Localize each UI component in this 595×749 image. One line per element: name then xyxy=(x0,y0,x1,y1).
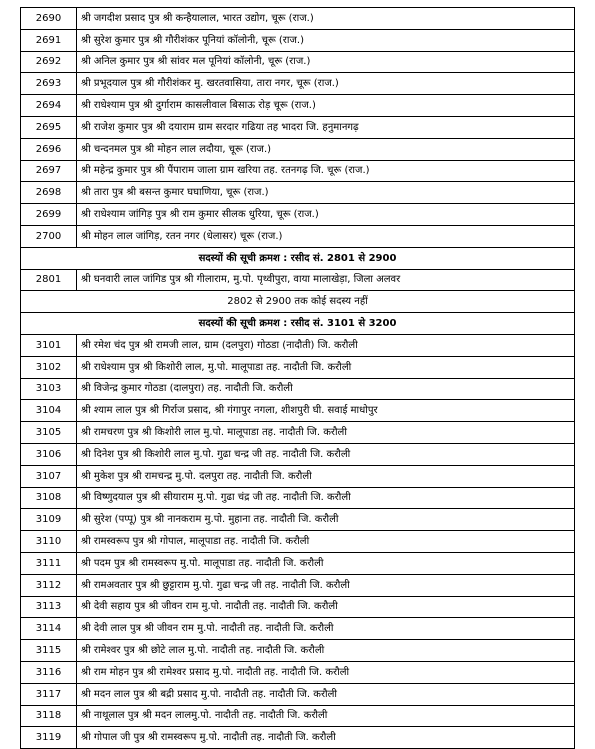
receipt-number: 3111 xyxy=(21,552,77,574)
receipt-number: 2801 xyxy=(21,269,77,291)
table-row xyxy=(21,465,575,487)
receipt-number: 3115 xyxy=(21,640,77,662)
receipt-number: 3109 xyxy=(21,509,77,531)
member-details: श्री रामअवतार पुत्र श्री छुट्टाराम मु.पो. गुढा चन्द्र जी तह. नादौती जि. करौली xyxy=(77,574,575,596)
receipt-number: 3117 xyxy=(21,683,77,705)
note-block xyxy=(21,291,575,313)
receipt-number: 3110 xyxy=(21,531,77,553)
member-details: श्री मदन लाल पुत्र श्री बद्री प्रसाद मु.पो. नादौती तह. नादौती जि. करौली xyxy=(77,683,575,705)
table-row xyxy=(21,531,575,553)
table-row xyxy=(21,640,575,662)
receipt-number: 3101 xyxy=(21,334,77,356)
receipt-number: 2695 xyxy=(21,116,77,138)
receipt-number: 2696 xyxy=(21,138,77,160)
table-row xyxy=(21,73,575,95)
member-details: श्री रमेश चंद पुत्र श्री रामजी लाल, ग्राम (दलपुरा) गोठडा (नादौती) जि. करौली xyxy=(77,334,575,356)
member-list-sheet xyxy=(20,7,575,749)
receipt-number: 3105 xyxy=(21,422,77,444)
note-row xyxy=(21,291,575,313)
table-row xyxy=(21,618,575,640)
section-heading-row xyxy=(21,313,575,335)
receipt-number: 3104 xyxy=(21,400,77,422)
receipt-number: 3102 xyxy=(21,356,77,378)
member-details: श्री तारा पुत्र श्री बसन्त कुमार घघाणिया, चूरू (राज.) xyxy=(77,182,575,204)
receipt-number: 2690 xyxy=(21,8,77,30)
table-row xyxy=(21,552,575,574)
table-row xyxy=(21,596,575,618)
table-row xyxy=(21,509,575,531)
receipt-number: 3114 xyxy=(21,618,77,640)
member-details: श्री महेन्द्र कुमार पुत्र श्री पैंपाराम जाला ग्राम खरिया तह. रतनगढ़ जि. चूरू (राज.) xyxy=(77,160,575,182)
table-row xyxy=(21,378,575,400)
table-row xyxy=(21,705,575,727)
member-details: श्री मोहन लाल जांगिड़, रतन नगर (धेलासर) चूरू (राज.) xyxy=(77,225,575,247)
section-heading-3101-3200: सदस्यों की सूची क्रमश : रसीद सं. 3101 से 3200 xyxy=(21,313,575,335)
table-row xyxy=(21,182,575,204)
receipt-number: 2697 xyxy=(21,160,77,182)
member-details: श्री राम मोहन पुत्र श्री रामेश्वर प्रसाद मु.पो. नादौती तह. नादौती जि. करौली xyxy=(77,661,575,683)
table-row xyxy=(21,51,575,73)
heading-block-2 xyxy=(21,313,575,335)
member-details: श्री रामस्वरूप पुत्र श्री गोपाल, मालूपाडा तह. नादौती जि. करौली xyxy=(77,531,575,553)
receipt-number: 3108 xyxy=(21,487,77,509)
table-row xyxy=(21,400,575,422)
table-row xyxy=(21,574,575,596)
table-row xyxy=(21,225,575,247)
receipt-number: 2692 xyxy=(21,51,77,73)
receipt-number: 2699 xyxy=(21,204,77,226)
receipt-number: 3119 xyxy=(21,727,77,749)
member-details: श्री पदम पुत्र श्री रामस्वरूप मु.पो. मालूपाडा तह. नादौती जि. करौली xyxy=(77,552,575,574)
table-row xyxy=(21,95,575,117)
receipt-number: 2693 xyxy=(21,73,77,95)
member-rows-2690-2700 xyxy=(21,8,575,248)
section-heading-2801-2900: सदस्यों की सूची क्रमश : रसीद सं. 2801 से 2900 xyxy=(21,247,575,269)
table-row xyxy=(21,160,575,182)
table-row xyxy=(21,683,575,705)
member-details: श्री मुकेश पुत्र श्री रामचन्द्र मु.पो. दलपुरा तह. नादौती जि. करौली xyxy=(77,465,575,487)
table-row xyxy=(21,727,575,749)
receipt-number: 2700 xyxy=(21,225,77,247)
table-row xyxy=(21,29,575,51)
table-row xyxy=(21,661,575,683)
member-details: श्री राधेश्याम जांगिड़ पुत्र श्री राम कुमार सीलक धुरिया, चूरू (राज.) xyxy=(77,204,575,226)
section-heading-row xyxy=(21,247,575,269)
member-table xyxy=(20,7,575,749)
member-details: श्री घनवारी लाल जांगिड पुत्र श्री गीलाराम, मु.पो. पृथ्वीपुरा, वाया मालाखेड़ा, जिला अलवर xyxy=(77,269,575,291)
receipt-number: 2694 xyxy=(21,95,77,117)
receipt-number: 3113 xyxy=(21,596,77,618)
member-details: श्री रामचरण पुत्र श्री किशोरी लाल मु.पो. मालूपाडा तह. नादौती जि. करौली xyxy=(77,422,575,444)
receipt-number: 3103 xyxy=(21,378,77,400)
member-details: श्री देवी सहाय पुत्र श्री जीवन राम मु.पो. नादौती तह. नादौती जि. करौली xyxy=(77,596,575,618)
table-row xyxy=(21,8,575,30)
member-details: श्री दिनेश पुत्र श्री किशोरी लाल मु.पो. गुढा चन्द्र जी तह. नादौती जि. करौली xyxy=(77,443,575,465)
member-details: श्री चन्दनमल पुत्र श्री मोहन लाल लदौया, चूरू (राज.) xyxy=(77,138,575,160)
member-details: श्री विजेन्द्र कुमार गोठडा (दालपुरा) तह. नादौती जि. करौली xyxy=(77,378,575,400)
member-details: श्री रामेश्वर पुत्र श्री छोटे लाल मु.पो. नादौती तह. नादौती जि. करौली xyxy=(77,640,575,662)
table-row xyxy=(21,138,575,160)
table-row xyxy=(21,116,575,138)
table-row xyxy=(21,356,575,378)
member-rows-3101-3119 xyxy=(21,334,575,748)
receipt-number: 3116 xyxy=(21,661,77,683)
heading-block-1 xyxy=(21,247,575,269)
table-row xyxy=(21,487,575,509)
member-details: श्री अनिल कुमार पुत्र श्री सांवर मल पूनियां कॉलोनी, चूरू (राज.) xyxy=(77,51,575,73)
member-details: श्री राधेश्याम पुत्र श्री किशोरी लाल, मु.पो. मालूपाडा तह. नादौती जि. करौली xyxy=(77,356,575,378)
member-rows-2801 xyxy=(21,269,575,291)
table-row xyxy=(21,443,575,465)
member-details: श्री राजेश कुमार पुत्र श्री दयाराम ग्राम सरदार गढिया तह भादरा जि. हनुमानगढ़ xyxy=(77,116,575,138)
receipt-number: 2698 xyxy=(21,182,77,204)
table-row xyxy=(21,422,575,444)
receipt-number: 3118 xyxy=(21,705,77,727)
member-details: श्री सुरेश कुमार पुत्र श्री गौरीशंकर पूनियां कॉलोनी, चूरू (राज.) xyxy=(77,29,575,51)
table-row xyxy=(21,269,575,291)
member-details: श्री विष्णुदयाल पुत्र श्री सीयाराम मु.पो. गुढा चंद्र जी तह. नादौती जि. करौली xyxy=(77,487,575,509)
receipt-number: 3112 xyxy=(21,574,77,596)
table-row xyxy=(21,334,575,356)
receipt-number: 3107 xyxy=(21,465,77,487)
table-row xyxy=(21,204,575,226)
receipt-number: 3106 xyxy=(21,443,77,465)
member-details: श्री गोपाल जी पुत्र श्री रामस्वरूप मु.पो. नादौती तह. नादौती जि. करौली xyxy=(77,727,575,749)
receipt-number: 2691 xyxy=(21,29,77,51)
no-members-note: 2802 से 2900 तक कोई सदस्य नहीं xyxy=(21,291,575,313)
member-details: श्री नाथूलाल पुत्र श्री मदन लालमु.पो. नादौती तह. नादौती जि. करौली xyxy=(77,705,575,727)
member-details: श्री सुरेश (पप्पू) पुत्र श्री नानकराम मु.पो. मुहाना तह. नादौती जि. करौली xyxy=(77,509,575,531)
member-details: श्री प्रभूदयाल पुत्र श्री गौरीशंकर मु. खरतवासिया, तारा नगर, चूरू (राज.) xyxy=(77,73,575,95)
member-details: श्री श्याम लाल पुत्र श्री गिर्राज प्रसाद, श्री गंगापुर नगला, शीशपुरी घी. सवाई माधोपुर xyxy=(77,400,575,422)
member-details: श्री राधेश्याम पुत्र श्री दुर्गाराम कासलीवाल बिसाऊ रोड़ चूरू (राज.) xyxy=(77,95,575,117)
member-details: श्री जगदीश प्रसाद पुत्र श्री कन्हैयालाल, भारत उद्योग, चूरू (राज.) xyxy=(77,8,575,30)
member-details: श्री देवी लाल पुत्र श्री जीवन राम मु.पो. नादौती तह. नादौती जि. करौली xyxy=(77,618,575,640)
